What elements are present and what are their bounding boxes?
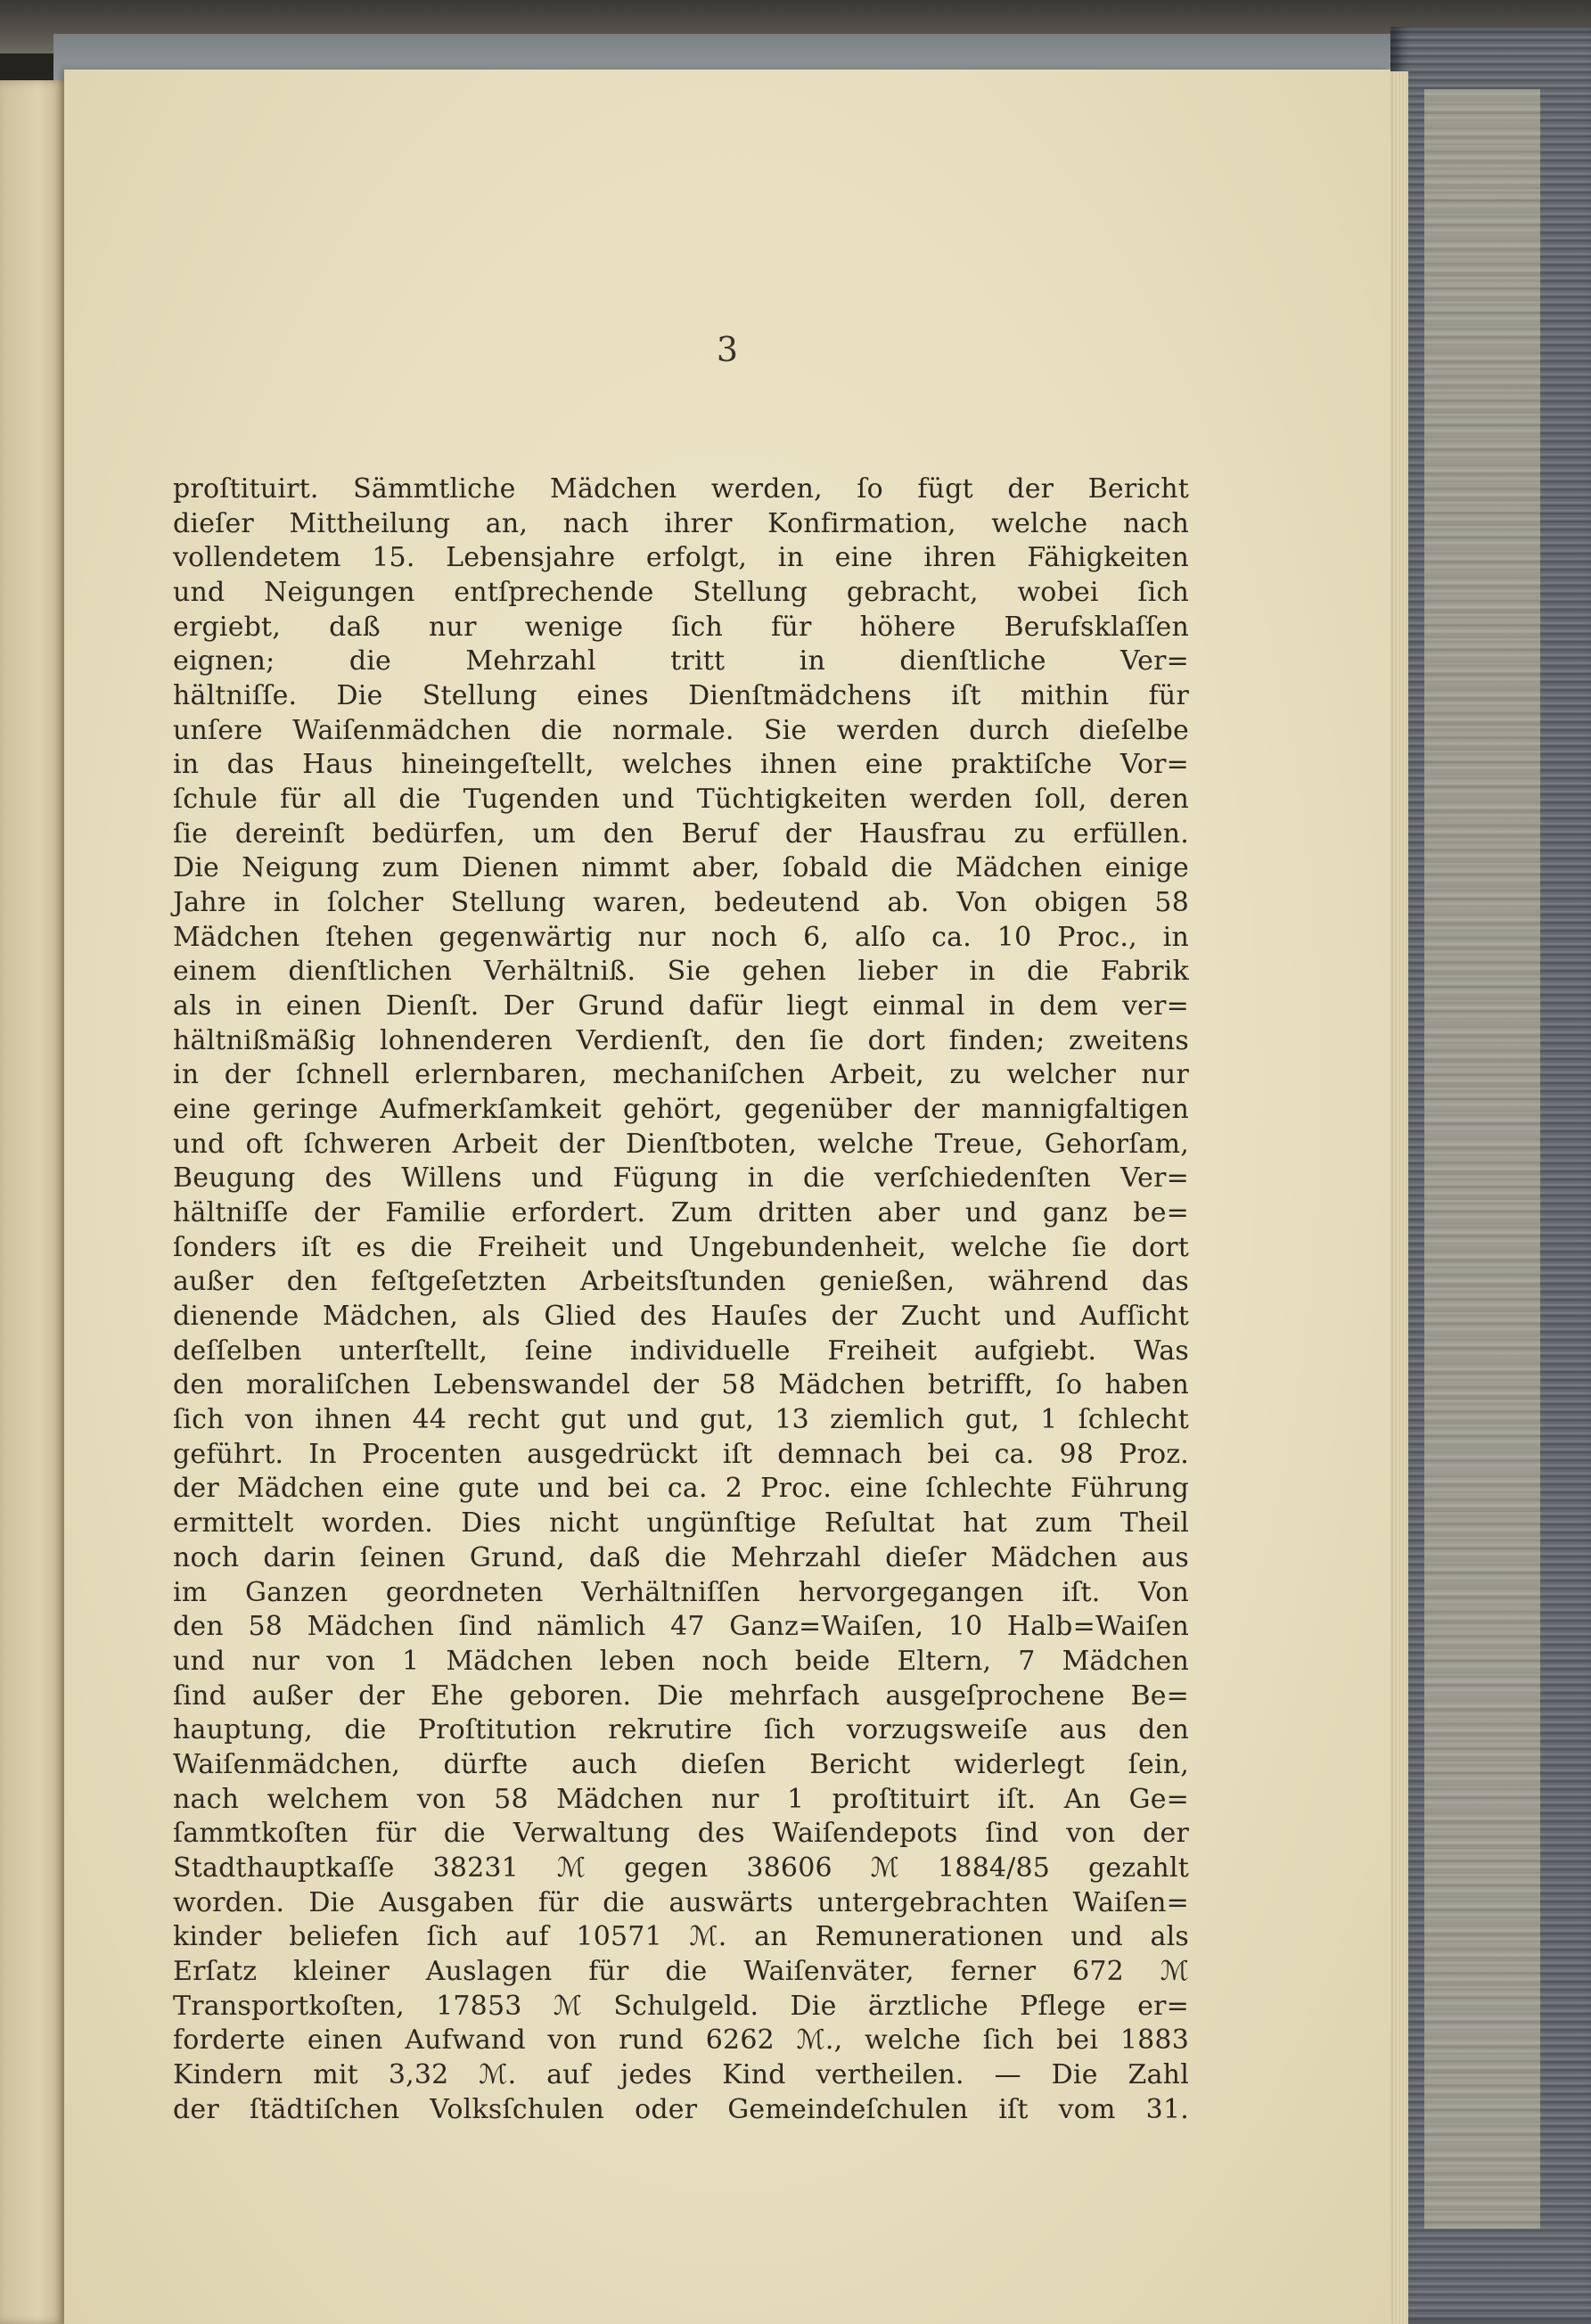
page-number: 3 [716,330,739,369]
text-line: kinder beliefen ſich auf 10571 ℳ. an Remunerationen und als [173,1921,1189,1953]
text-line: ermittelt worden. Dies nicht ungünſtige Reſultat hat zum Theil [173,1507,1189,1540]
text-line: noch darin ſeinen Grund, daß die Mehrzahl dieſer Mädchen aus [173,1541,1189,1573]
text-line: geführt. In Procenten ausgedrückt iſt demnach bei ca. 98 Proz. [173,1438,1189,1470]
previous-page-edge [0,80,70,2324]
text-line: der ſtädtiſchen Volksſchulen oder Gemeindeſchulen iſt vom 31. [173,2093,1189,2125]
text-line: einem dienſtlichen Verhältniß. Sie gehen lieber in die Fabrik [173,956,1189,988]
text-line: dienende Mädchen, als Glied des Hauſes der Zucht und Aufſicht [173,1301,1189,1333]
text-line: Transportkoſten, 17853 ℳ Schulgeld. Die ärztliche Pflege er= [173,1990,1189,2022]
book-page [64,70,1390,2324]
text-line: eignen; die Mehrzahl tritt in dienſtliche Ver= [173,645,1189,677]
text-line: ſchule für all die Tugenden und Tüchtigkeiten werden ſoll, deren [173,784,1189,816]
text-line: ſich von ihnen 44 recht gut und gut, 13 ziemlich gut, 1 ſchlecht [173,1404,1189,1436]
text-line: und Neigungen entſprechende Stellung gebracht, wobei ſich [173,577,1189,609]
text-line: und oft ſchweren Arbeit der Dienſtboten, welche Treue, Gehorſam, [173,1128,1189,1160]
book-binding-edge [1424,89,1540,2229]
text-line: ſonders iſt es die Freiheit und Ungebundenheit, welche ſie dort [173,1231,1189,1263]
text-line: ergiebt, daß nur wenige ſich für höhere Berufsklaſſen [173,611,1189,643]
text-line: Waiſenmädchen, dürfte auch dieſen Bericht widerlegt ſein, [173,1748,1189,1780]
text-line: im Ganzen geordneten Verhältniſſen hervorgegangen iſt. Von [173,1576,1189,1608]
text-line: hältnißmäßig lohnenderen Verdienſt, den ſie dort finden; zweitens [173,1024,1189,1056]
text-line: Kindern mit 3,32 ℳ. auf jedes Kind vertheilen. — Die Zahl [173,2058,1189,2090]
text-line: ſammtkoſten für die Verwaltung des Waiſendepots ſind von der [173,1818,1189,1850]
text-line: ſie dereinſt bedürfen, um den Beruf der Hausfrau zu erfüllen. [173,817,1189,850]
text-line: hältniſſe. Die Stellung eines Dienſtmädchens iſt mithin für [173,680,1189,712]
text-line: und nur von 1 Mädchen leben noch beide Eltern, 7 Mädchen [173,1645,1189,1677]
text-line: hauptung, die Proſtitution rekrutire ſich vorzugsweiſe aus den [173,1714,1189,1746]
text-line: unſere Waiſenmädchen die normale. Sie werden durch dieſelbe [173,714,1189,746]
text-line: Erſatz kleiner Auslagen für die Waiſenväter, ferner 672 ℳ [173,1955,1189,1987]
text-line: eine geringe Aufmerkſamkeit gehört, gegenüber der mannigfaltigen [173,1094,1189,1126]
text-line: vollendetem 15. Lebensjahre erfolgt, in eine ihren Fähigkeiten [173,542,1189,574]
text-line: worden. Die Ausgaben für die auswärts untergebrachten Waiſen= [173,1886,1189,1918]
text-line: Mädchen ſtehen gegenwärtig nur noch 6, alſo ca. 10 Proc., in [173,921,1189,953]
text-line: ſind außer der Ehe geboren. Die mehrfach ausgeſprochene Be= [173,1679,1189,1712]
text-line: außer den feſtgeſetzten Arbeitsſtunden genießen, während das [173,1266,1189,1298]
text-line: der Mädchen eine gute und bei ca. 2 Proc. eine ſchlechte Führung [173,1473,1189,1505]
text-line: in der ſchnell erlernbaren, mechaniſchen Arbeit, zu welcher nur [173,1059,1189,1091]
text-line: den 58 Mädchen ſind nämlich 47 Ganz=Waiſen, 10 Halb=Waiſen [173,1611,1189,1643]
text-line: dieſer Mittheilung an, nach ihrer Konfirmation, welche nach [173,507,1189,539]
text-line: deſſelben unterſtellt, ſeine individuelle Freiheit aufgiebt. Was [173,1334,1189,1367]
text-line: nach welchem von 58 Mädchen nur 1 proſtituirt iſt. An Ge= [173,1783,1189,1815]
text-line: Die Neigung zum Dienen nimmt aber, ſobald die Mädchen einige [173,852,1189,884]
text-line: Beugung des Willens und Fügung in die verſchiedenſten Ver= [173,1162,1189,1195]
page-body-text [173,472,1189,2127]
text-line: proſtituirt. Sämmtliche Mädchen werden, ſo fügt der Bericht [173,473,1189,505]
text-line: forderte einen Aufwand von rund 6262 ℳ., welche ſich bei 1883 [173,2024,1189,2057]
text-line: Stadthauptkaſſe 38231 ℳ gegen 38606 ℳ 1884/85 gezahlt [173,1852,1189,1884]
text-line: in das Haus hineingeſtellt, welches ihnen eine praktiſche Vor= [173,749,1189,781]
text-line: hältniſſe der Familie erfordert. Zum dritten aber und ganz be= [173,1197,1189,1229]
text-line: als in einen Dienſt. Der Grund dafür liegt einmal in dem ver= [173,990,1189,1022]
text-line: Jahre in ſolcher Stellung waren, bedeutend ab. Von obigen 58 [173,887,1189,919]
text-line: den moraliſchen Lebenswandel der 58 Mädchen betrifft, ſo haben [173,1369,1189,1401]
